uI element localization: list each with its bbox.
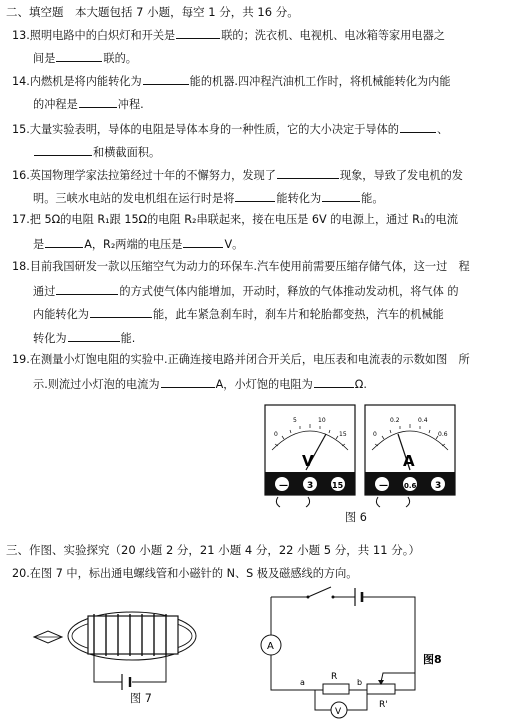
answer-blank[interactable]: [56, 50, 102, 62]
section-2-title: 二、填空题 本大题包括 7 小题，每空 1 分，共 16 分。: [6, 5, 299, 19]
answer-blank[interactable]: [176, 27, 220, 39]
answer-blank[interactable]: [56, 283, 118, 295]
voltmeter-terminal-3: 3: [307, 481, 314, 491]
ammeter-symbol: A: [403, 452, 415, 470]
voltmeter: [265, 405, 355, 507]
figure-6-caption: 图 6: [345, 511, 367, 524]
point-a: a: [300, 678, 305, 687]
answer-blank[interactable]: [34, 144, 92, 156]
answer-blank[interactable]: [143, 73, 189, 85]
ammeter-scale-0: 0: [373, 431, 377, 438]
compass-needle: [34, 631, 62, 643]
answer-blank[interactable]: [161, 376, 215, 388]
voltmeter-symbol-group: [331, 702, 347, 718]
question-20: 20.在图 7 中，标出通电螺线管和小磁针的 N、S 极及磁感线的方向。: [12, 567, 358, 580]
ammeter-terminal-0-6: 0.6: [404, 482, 417, 490]
voltmeter-label: V: [335, 707, 342, 717]
voltmeter-scale-15: 15: [339, 431, 347, 438]
figure-8-circuit: [255, 585, 475, 720]
figure-7-solenoid: [30, 600, 210, 710]
section-3-title: 三、作图、实验探究（20 小题 2 分，21 小题 4 分，22 小题 5 分，共 11 分。）: [6, 543, 420, 557]
voltmeter-terminal-neg: —: [279, 481, 288, 491]
ammeter-scale-0-4: 0.4: [418, 417, 428, 424]
wire-right: [362, 597, 415, 673]
answer-blank[interactable]: [400, 121, 436, 133]
resistor-label: R: [331, 672, 338, 682]
ammeter-terminal-neg: —: [379, 481, 388, 491]
answer-blank[interactable]: [322, 190, 360, 202]
ammeter-symbol-group: [261, 635, 281, 655]
voltmeter-scale-0: 0: [274, 431, 278, 438]
answer-blank[interactable]: [90, 306, 152, 318]
ammeter-label: A: [267, 641, 274, 652]
ammeter-scale-0-6: 0.6: [438, 431, 448, 438]
voltmeter-symbol: V: [302, 452, 314, 470]
rheostat-label: R': [379, 700, 388, 710]
rheostat: [367, 673, 415, 710]
ammeter-terminal-3: 3: [435, 481, 442, 491]
answer-blank[interactable]: [235, 190, 275, 202]
ammeter-scale-0-2: 0.2: [390, 417, 400, 424]
figure-7-caption: 图 7: [130, 692, 152, 705]
answer-blank[interactable]: [183, 236, 223, 248]
answer-blank[interactable]: [45, 236, 83, 248]
figure-8-caption: 图8: [423, 653, 442, 666]
voltmeter-scale-10: 10: [318, 417, 326, 424]
solenoid-core: [88, 616, 178, 654]
answer-blank[interactable]: [277, 167, 339, 179]
answer-blank[interactable]: [79, 96, 117, 108]
battery: [122, 674, 130, 690]
answer-blank[interactable]: [68, 330, 120, 342]
battery: [355, 588, 362, 606]
point-b: b: [357, 678, 363, 687]
voltmeter-terminal-15: 15: [332, 481, 344, 490]
answer-blank[interactable]: [314, 376, 354, 388]
switch: [307, 587, 335, 599]
ammeter: [365, 405, 455, 507]
resistor-r: [323, 672, 349, 694]
voltmeter-scale-5: 5: [293, 417, 297, 424]
